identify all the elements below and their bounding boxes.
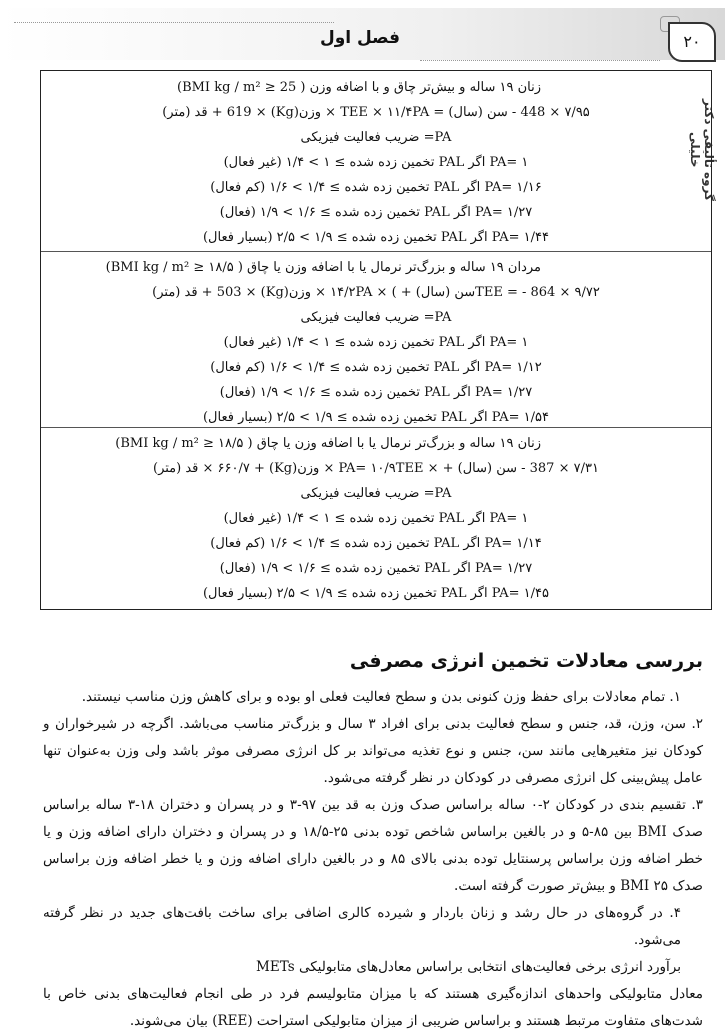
side-label: گروه تألیفی دکتر خلیلی <box>688 98 716 202</box>
table-line: PA= ضریب فعالیت فیزیکی <box>300 486 452 501</box>
equations-table <box>40 70 712 610</box>
list-item: ۲. سن، وزن، قد، جنس و سطح فعالیت بدنی برای افراد ۳ سال و بزرگ‌تر مناسب می‌باشد. اگرچه در شیرخواران و کودکان نیز متغیرهایی مانند سن، جنس و نوع تغذیه می‌تواند بر کل انرژی مصرفی موثر باشد ولی وزن به‌عنوان تنها عامل پیش‌بینی کل انرژی مصرفی در کودکان در نظر گرفته می‌شود. <box>43 716 704 786</box>
table-line: PA= ۱/۵۴ اگر PAL تخمین زده شده ≥ ۱/۹ > ۲/۵ (بسیار فعال) <box>202 410 549 425</box>
header-divider <box>14 22 334 23</box>
section-body <box>43 684 703 1035</box>
table-line: PA= ۱/۴۴ اگر PAL تخمین زده شده ≥ ۱/۹ > ۲/۵ (بسیار فعال) <box>202 230 549 245</box>
chapter-title: فصل اول <box>319 28 401 48</box>
table-line: ۹/۷۲ × 864 - = TEEسن (سال) + ) × ۱۴/۲PA × وزن(Kg) × 503 + قد (متر) <box>152 285 600 300</box>
table-line: PA= ۱/۴۵ اگر PAL تخمین زده شده ≥ ۱/۹ > ۲/۵ (بسیار فعال) <box>202 586 549 601</box>
table-line: PA= ۱ اگر PAL تخمین زده شده ≥ ۱ > ۱/۴ (غیر فعال) <box>223 511 529 526</box>
table-line: مردان ۱۹ ساله و بزرگ‌تر نرمال یا با اضافه وزن یا چاق ( BMI kg / m² ≥ ۱۸/۵) <box>105 260 541 275</box>
table-line: PA= ۱/۲۷ اگر PAL تخمین زده شده ≥ ۱/۶ > ۱/۹ (فعال) <box>219 385 533 400</box>
table-line: PA= ۱ اگر PAL تخمین زده شده ≥ ۱ > ۱/۴ (غیر فعال) <box>223 155 529 170</box>
list-item: ۳. تقسیم بندی در کودکان ۲-۰ ساله براساس صدک وزن به قد بین ۹۷-۳ و در پسران و دختران ۱۸-۳ ساله براساس صدک BMI بین ۸۵-۵ و در بالغین براساس شاخص توده بدنی ۲۵-۱۸/۵ و در پسران و دختران دارای اضافه وزن و یا خطر اضافه وزن براساس پرسنتایل توده بدنی بالای ۸۵ و در بالغین دارای اضافه وزن و یا خطر اضافه وزن براساس صدک BMI ۲۵ و بیش‌تر صورت گرفته است. <box>43 797 703 894</box>
page-header <box>0 8 725 60</box>
table-line: ۷/۳۱ × 387 - سن (سال) + × PA= ۱۰/۹TEE × وزن(Kg) + ۶۶۰/۷ × قد (متر) <box>153 461 599 476</box>
table-line: PA= ضریب فعالیت فیزیکی <box>300 130 452 145</box>
table-line: زنان ۱۹ ساله و بیش‌تر چاق و با اضافه وزن ( BMI kg / m² ≥ 25) <box>176 80 541 95</box>
table-line: PA= ۱/۱۲ اگر PAL تخمین زده شده ≥ ۱/۴ > ۱/۶ (کم فعال) <box>210 360 542 375</box>
section-heading: بررسی معادلات تخمین انرژی مصرفی <box>349 650 703 672</box>
table-section-men <box>41 251 711 428</box>
table-line: PA= ضریب فعالیت فیزیکی <box>300 310 452 325</box>
mets-subheading: برآورد انرژی برخی فعالیت‌های انتخابی براساس معادل‌های متابولیکی METs <box>256 959 681 975</box>
table-line: PA= ۱/۲۷ اگر PAL تخمین زده شده ≥ ۱/۶ > ۱/۹ (فعال) <box>219 561 533 576</box>
table-line: PA= ۱ اگر PAL تخمین زده شده ≥ ۱ > ۱/۴ (غیر فعال) <box>223 335 529 350</box>
list-item: ۴. در گروه‌های در حال رشد و زنان باردار و شیرده کالری اضافی برای ساخت بافت‌های جدید در نظر گرفته می‌شود. <box>43 905 681 948</box>
table-line: PA= ۱/۱۴ اگر PAL تخمین زده شده ≥ ۱/۴ > ۱/۶ (کم فعال) <box>210 536 542 551</box>
table-line: PA= ۱/۱۶ اگر PAL تخمین زده شده ≥ ۱/۴ > ۱/۶ (کم فعال) <box>210 180 542 195</box>
table-section-women <box>41 427 711 609</box>
header-divider <box>420 60 660 61</box>
mets-paragraph: معادل متابولیکی واحدهای اندازه‌گیری هستند که با میزان متابولیسم فرد در طی انجام فعالیت‌های بدنی خاص با شدت‌های متفاوت مرتبط هستند و براساس ضریبی از میزان متابولیکی استراحت (REE) بیان می‌شوند. <box>43 986 703 1029</box>
table-line: ۷/۹۵ × 448 - سن (سال) = TEE × ۱۱/۴PA × وزن(Kg) × 619 + قد (متر) <box>162 105 590 120</box>
page-number: ۲۰ <box>668 22 716 62</box>
list-item: ۱. تمام معادلات برای حفظ وزن کنونی بدن و سطح فعالیت فعلی او بوده و برای کاهش وزن مناسب نیستند. <box>81 689 681 705</box>
table-line: زنان ۱۹ ساله و بزرگ‌تر نرمال یا با اضافه وزن یا چاق ( BMI kg / m² ≥ ۱۸/۵) <box>115 436 541 451</box>
table-line: PA= ۱/۲۷ اگر PAL تخمین زده شده ≥ ۱/۶ > ۱/۹ (فعال) <box>219 205 533 220</box>
table-section-women-overweight <box>41 71 711 252</box>
